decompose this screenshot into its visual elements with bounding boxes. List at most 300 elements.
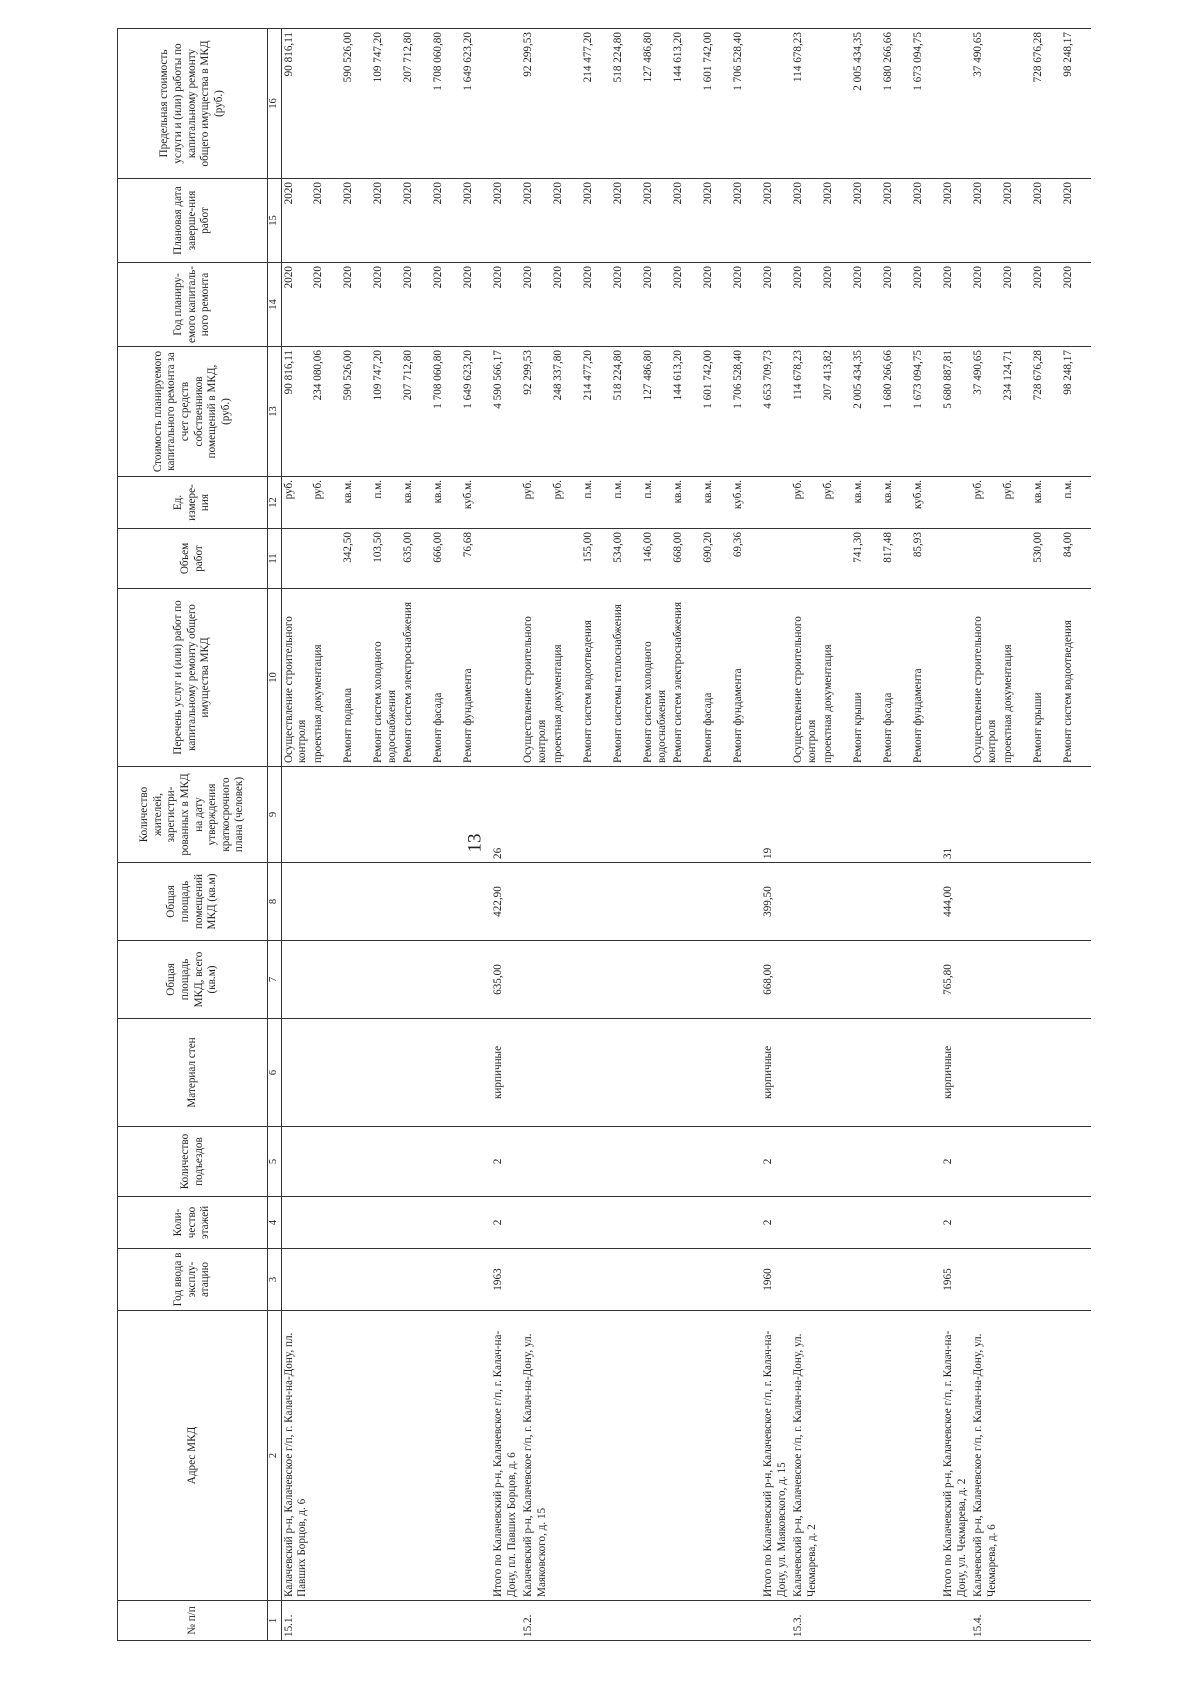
table-cell-col2: Калачевский р-н, Калачевское г/п, г. Калач-на-Дону, пл. Павших Борцов, д. 6	[281, 1310, 311, 1600]
table-cell-col13: 109 747,20	[371, 346, 401, 476]
table-row	[1031, 28, 1061, 1640]
table-row	[851, 28, 881, 1640]
table-cell-col6: кирпичные	[491, 1018, 521, 1126]
table-cell-col6	[311, 1018, 341, 1126]
table-cell-col3	[731, 1248, 761, 1310]
table-row	[491, 28, 521, 1640]
column-number: 10	[268, 588, 282, 766]
header-cell: Общая площадь помещений МКД (кв.м)	[118, 862, 268, 940]
table-cell-col7	[971, 940, 1001, 1018]
table-cell-col2	[911, 1310, 941, 1600]
table-cell-col7	[821, 940, 851, 1018]
table-cell-col14: 2020	[851, 262, 881, 346]
table-cell-col5	[881, 1126, 911, 1196]
table-cell-col1: 15.3.	[791, 1600, 821, 1640]
table-cell-col3	[1001, 1248, 1031, 1310]
table-cell-col1	[941, 1600, 971, 1640]
table-cell-col1	[1061, 1600, 1091, 1640]
table-cell-col4	[851, 1196, 881, 1248]
header-cell: Объем работ	[118, 528, 268, 588]
table-cell-col3	[911, 1248, 941, 1310]
table-cell-col1	[911, 1600, 941, 1640]
table-cell-col8	[851, 862, 881, 940]
table-cell-col11	[551, 528, 581, 588]
table-cell-col7	[611, 940, 641, 1018]
table-cell-col12: руб.	[281, 476, 311, 528]
table-cell-col5: 2	[941, 1126, 971, 1196]
table-cell-col15: 2020	[731, 178, 761, 262]
header-cell: Ед. измере-ния	[118, 476, 268, 528]
table-cell-col8	[701, 862, 731, 940]
column-number: 8	[268, 862, 282, 940]
table-cell-col7	[911, 940, 941, 1018]
table-cell-col11: 84,00	[1061, 528, 1091, 588]
table-cell-col16	[761, 28, 791, 178]
rotated-page	[115, 29, 1085, 1669]
table-cell-col7	[341, 940, 371, 1018]
table-cell-col9	[581, 766, 611, 862]
table-cell-col2: Калачевский р-н, Калачевское г/п, г. Калач-на-Дону, ул. Чекмарева, д. 6	[971, 1310, 1001, 1600]
table-row	[941, 28, 971, 1640]
table-cell-col8	[431, 862, 461, 940]
table-cell-col16	[311, 28, 341, 178]
table-cell-col3: 1963	[491, 1248, 521, 1310]
table-cell-col2	[371, 1310, 401, 1600]
table-cell-col15: 2020	[551, 178, 581, 262]
table-cell-col10: Ремонт фундамента	[731, 588, 761, 766]
table-cell-col5	[671, 1126, 701, 1196]
table-cell-col14: 2020	[671, 262, 701, 346]
table-cell-col2	[821, 1310, 851, 1600]
table-row	[701, 28, 731, 1640]
table-row	[401, 28, 431, 1640]
table-cell-col15: 2020	[611, 178, 641, 262]
table-cell-col6	[281, 1018, 311, 1126]
header-cell: Адрес МКД	[118, 1310, 268, 1600]
column-number: 6	[268, 1018, 282, 1126]
table-cell-col13: 2 005 434,35	[851, 346, 881, 476]
table-cell-col13: 98 248,17	[1061, 346, 1091, 476]
table-cell-col1	[611, 1600, 641, 1640]
table-cell-col13: 144 613,20	[671, 346, 701, 476]
table-cell-col14: 2020	[341, 262, 371, 346]
table-cell-col12	[761, 476, 791, 528]
table-cell-col15: 2020	[641, 178, 671, 262]
table-cell-col2	[431, 1310, 461, 1600]
table-cell-col4	[581, 1196, 611, 1248]
table-cell-col8: 399,50	[761, 862, 791, 940]
table-cell-col12: кв.м.	[341, 476, 371, 528]
table-cell-col9	[611, 766, 641, 862]
table-cell-col9	[1061, 766, 1091, 862]
table-cell-col13: 1 649 623,20	[461, 346, 491, 476]
table-cell-col11: 85,93	[911, 528, 941, 588]
table-cell-col8	[671, 862, 701, 940]
table-cell-col7	[311, 940, 341, 1018]
table-row	[581, 28, 611, 1640]
table-cell-col10: проектная документация	[551, 588, 581, 766]
table-cell-col13: 207 712,80	[401, 346, 431, 476]
table-cell-col14: 2020	[971, 262, 1001, 346]
column-number: 3	[268, 1248, 282, 1310]
table-row	[1061, 28, 1091, 1640]
table-cell-col14: 2020	[1061, 262, 1091, 346]
table-cell-col15: 2020	[911, 178, 941, 262]
table-cell-col14: 2020	[551, 262, 581, 346]
column-number: 2	[268, 1310, 282, 1600]
table-cell-col13: 234 080,06	[311, 346, 341, 476]
table-cell-col8	[641, 862, 671, 940]
table-cell-col15: 2020	[311, 178, 341, 262]
table-cell-col3	[431, 1248, 461, 1310]
table-cell-col5	[311, 1126, 341, 1196]
table-row	[731, 28, 761, 1640]
table-cell-col11: 76,68	[461, 528, 491, 588]
table-cell-col11	[971, 528, 1001, 588]
table-cell-col5	[851, 1126, 881, 1196]
table-cell-col6	[791, 1018, 821, 1126]
table-cell-col15: 2020	[941, 178, 971, 262]
table-cell-col9	[431, 766, 461, 862]
table-cell-col11	[521, 528, 551, 588]
table-row	[1001, 28, 1031, 1640]
table-cell-col9	[311, 766, 341, 862]
table-cell-col16: 144 613,20	[671, 28, 701, 178]
table-cell-col7	[461, 940, 491, 1018]
table-cell-col16: 214 477,20	[581, 28, 611, 178]
table-cell-col12: кв.м.	[1031, 476, 1061, 528]
table-cell-col2	[1061, 1310, 1091, 1600]
table-cell-col8	[971, 862, 1001, 940]
table-cell-col14: 2020	[821, 262, 851, 346]
table-cell-col8	[521, 862, 551, 940]
table-cell-col1: 15.1.	[281, 1600, 311, 1640]
table-cell-col7	[791, 940, 821, 1018]
table-cell-col14: 2020	[1031, 262, 1061, 346]
table-cell-col8	[881, 862, 911, 940]
table-cell-col10: Ремонт фундамента	[461, 588, 491, 766]
table-cell-col2	[671, 1310, 701, 1600]
table-row	[971, 28, 1001, 1640]
table-cell-col14: 2020	[731, 262, 761, 346]
column-number: 1	[268, 1600, 282, 1640]
table-cell-col2: Калачевский р-н, Калачевское г/п, г. Калач-на-Дону, ул. Маяковского, д. 15	[521, 1310, 551, 1600]
repair-plan-table	[117, 28, 1091, 1641]
table-cell-col4	[431, 1196, 461, 1248]
table-cell-col16: 114 678,23	[791, 28, 821, 178]
table-cell-col16: 207 712,80	[401, 28, 431, 178]
table-cell-col4	[341, 1196, 371, 1248]
table-cell-col1	[881, 1600, 911, 1640]
table-cell-col11: 342,50	[341, 528, 371, 588]
table-cell-col2	[851, 1310, 881, 1600]
table-cell-col13: 1 680 266,66	[881, 346, 911, 476]
table-cell-col11: 530,00	[1031, 528, 1061, 588]
table-cell-col9	[971, 766, 1001, 862]
table-cell-col9	[851, 766, 881, 862]
table-cell-col15: 2020	[701, 178, 731, 262]
table-cell-col14: 2020	[701, 262, 731, 346]
table-cell-col4	[791, 1196, 821, 1248]
table-cell-col8: 422,90	[491, 862, 521, 940]
table-cell-col1	[821, 1600, 851, 1640]
table-cell-col7	[731, 940, 761, 1018]
column-number: 11	[268, 528, 282, 588]
table-cell-col13: 248 337,80	[551, 346, 581, 476]
table-cell-col5	[1061, 1126, 1091, 1196]
table-cell-col4	[641, 1196, 671, 1248]
table-row	[611, 28, 641, 1640]
table-cell-col11: 69,36	[731, 528, 761, 588]
table-cell-col5: 2	[761, 1126, 791, 1196]
table-cell-col12: руб.	[971, 476, 1001, 528]
table-cell-col16: 1 601 742,00	[701, 28, 731, 178]
table-cell-col14: 2020	[281, 262, 311, 346]
table-cell-col8	[551, 862, 581, 940]
table-cell-col3	[791, 1248, 821, 1310]
table-cell-col9: 19	[761, 766, 791, 862]
column-number: 15	[268, 178, 282, 262]
table-cell-col12: кв.м.	[881, 476, 911, 528]
table-cell-col14: 2020	[1001, 262, 1031, 346]
table-cell-col8	[1061, 862, 1091, 940]
table-cell-col2: Итого по Калачевский р-н, Калачевское г/п, г. Калач-на-Дону, пл. Павших Борцов, д. 6	[491, 1310, 521, 1600]
table-cell-col5	[821, 1126, 851, 1196]
table-cell-col9	[281, 766, 311, 862]
table-row	[461, 28, 491, 1640]
table-cell-col14: 2020	[581, 262, 611, 346]
table-cell-col3	[611, 1248, 641, 1310]
header-cell: Год планиру-емого капиталь-ного ремонта	[118, 262, 268, 346]
table-cell-col2: Итого по Калачевский р-н, Калачевское г/п, г. Калач-на-Дону, ул. Чекмарева, д. 2	[941, 1310, 971, 1600]
table-cell-col16: 109 747,20	[371, 28, 401, 178]
table-cell-col2	[311, 1310, 341, 1600]
header-cell: Перечень услуг и (или) работ по капитальному ремонту общего имущества МКД	[118, 588, 268, 766]
table-cell-col1	[761, 1600, 791, 1640]
table-cell-col4	[401, 1196, 431, 1248]
table-cell-col3	[671, 1248, 701, 1310]
table-cell-col16	[821, 28, 851, 178]
table-cell-col16: 590 526,00	[341, 28, 371, 178]
column-number: 5	[268, 1126, 282, 1196]
table-cell-col8: 444,00	[941, 862, 971, 940]
table-cell-col13: 1 708 060,80	[431, 346, 461, 476]
table-cell-col4	[731, 1196, 761, 1248]
table-cell-col12: п.м.	[641, 476, 671, 528]
table-cell-col13: 5 680 887,81	[941, 346, 971, 476]
table-cell-col8	[341, 862, 371, 940]
table-cell-col8	[371, 862, 401, 940]
header-cell: Плановая дата заверше-ния работ	[118, 178, 268, 262]
table-cell-col15: 2020	[791, 178, 821, 262]
table-cell-col6	[371, 1018, 401, 1126]
table-cell-col11	[491, 528, 521, 588]
table-cell-col15: 2020	[281, 178, 311, 262]
table-cell-col14: 2020	[881, 262, 911, 346]
table-cell-col7	[1031, 940, 1061, 1018]
table-row	[671, 28, 701, 1640]
table-cell-col9	[641, 766, 671, 862]
table-cell-col7	[1001, 940, 1031, 1018]
table-cell-col2: Итого по Калачевский р-н, Калачевское г/п, г. Калач-на-Дону, ул. Маяковского, д. 15	[761, 1310, 791, 1600]
table-cell-col12: п.м.	[371, 476, 401, 528]
table-cell-col15: 2020	[671, 178, 701, 262]
table-cell-col5	[371, 1126, 401, 1196]
table-cell-col9	[401, 766, 431, 862]
table-cell-col8	[791, 862, 821, 940]
table-cell-col6	[911, 1018, 941, 1126]
table-cell-col12: п.м.	[581, 476, 611, 528]
table-cell-col1	[431, 1600, 461, 1640]
table-cell-col4	[911, 1196, 941, 1248]
table-cell-col1	[581, 1600, 611, 1640]
table-cell-col10: проектная документация	[821, 588, 851, 766]
table-cell-col7	[371, 940, 401, 1018]
table-cell-col9	[671, 766, 701, 862]
table-cell-col4	[1001, 1196, 1031, 1248]
table-cell-col13: 1 673 094,75	[911, 346, 941, 476]
table-cell-col7	[881, 940, 911, 1018]
table-cell-col16	[1001, 28, 1031, 178]
table-cell-col8	[311, 862, 341, 940]
table-cell-col4	[311, 1196, 341, 1248]
table-cell-col10: Ремонт подвала	[341, 588, 371, 766]
table-cell-col10	[761, 588, 791, 766]
table-body	[281, 28, 1091, 1640]
table-cell-col5	[791, 1126, 821, 1196]
table-cell-col4	[701, 1196, 731, 1248]
table-cell-col2: Калачевский р-н, Калачевское г/п, г. Калач-на-Дону, ул. Чекмарева, д. 2	[791, 1310, 821, 1600]
table-cell-col13: 90 816,11	[281, 346, 311, 476]
table-cell-col3	[551, 1248, 581, 1310]
table-cell-col1	[1001, 1600, 1031, 1640]
table-cell-col14: 2020	[401, 262, 431, 346]
table-cell-col16: 518 224,80	[611, 28, 641, 178]
table-cell-col4	[821, 1196, 851, 1248]
table-cell-col14: 2020	[611, 262, 641, 346]
table-cell-col1	[551, 1600, 581, 1640]
table-cell-col11	[941, 528, 971, 588]
table-cell-col11: 635,00	[401, 528, 431, 588]
table-row	[791, 28, 821, 1640]
table-cell-col4	[461, 1196, 491, 1248]
table-row	[341, 28, 371, 1640]
table-cell-col4	[281, 1196, 311, 1248]
table-cell-col9	[521, 766, 551, 862]
table-cell-col6	[1031, 1018, 1061, 1126]
table-cell-col6: кирпичные	[941, 1018, 971, 1126]
table-row	[371, 28, 401, 1640]
table-cell-col2	[551, 1310, 581, 1600]
table-cell-col14: 2020	[461, 262, 491, 346]
table-cell-col4: 2	[491, 1196, 521, 1248]
table-cell-col8	[731, 862, 761, 940]
table-cell-col15: 2020	[971, 178, 1001, 262]
table-cell-col8	[911, 862, 941, 940]
table-row	[281, 28, 311, 1640]
table-cell-col8	[401, 862, 431, 940]
table-cell-col9	[791, 766, 821, 862]
header-cell: Год ввода в эксплу-атацию	[118, 1248, 268, 1310]
table-cell-col6	[641, 1018, 671, 1126]
table-cell-col6	[521, 1018, 551, 1126]
table-cell-col13: 114 678,23	[791, 346, 821, 476]
table-cell-col8	[1031, 862, 1061, 940]
table-cell-col1	[461, 1600, 491, 1640]
table-cell-col11	[1001, 528, 1031, 588]
table-cell-col4	[371, 1196, 401, 1248]
table-cell-col5	[611, 1126, 641, 1196]
table-cell-col5	[971, 1126, 1001, 1196]
table-cell-col9	[731, 766, 761, 862]
table-cell-col15: 2020	[581, 178, 611, 262]
table-cell-col13: 1 706 528,40	[731, 346, 761, 476]
table-cell-col1	[1031, 1600, 1061, 1640]
table-row	[311, 28, 341, 1640]
table-cell-col1	[371, 1600, 401, 1640]
table-cell-col13: 518 224,80	[611, 346, 641, 476]
table-cell-col5	[431, 1126, 461, 1196]
table-cell-col16: 2 005 434,35	[851, 28, 881, 178]
table-row	[911, 28, 941, 1640]
table-cell-col13: 214 477,20	[581, 346, 611, 476]
table-cell-col12: п.м.	[611, 476, 641, 528]
table-cell-col6	[1061, 1018, 1091, 1126]
table-cell-col2	[641, 1310, 671, 1600]
table-cell-col3	[371, 1248, 401, 1310]
table-cell-col6	[731, 1018, 761, 1126]
table-cell-col11: 155,00	[581, 528, 611, 588]
table-cell-col6	[461, 1018, 491, 1126]
table-cell-col2	[401, 1310, 431, 1600]
table-cell-col15: 2020	[521, 178, 551, 262]
table-cell-col11	[761, 528, 791, 588]
table-cell-col8	[461, 862, 491, 940]
table-cell-col11: 817,48	[881, 528, 911, 588]
table-cell-col13: 4 653 709,73	[761, 346, 791, 476]
table-cell-col10	[941, 588, 971, 766]
table-cell-col1	[851, 1600, 881, 1640]
table-row	[431, 28, 461, 1640]
table-cell-col6	[671, 1018, 701, 1126]
table-cell-col3	[311, 1248, 341, 1310]
header-cell: Общая площадь МКД, всего (кв.м)	[118, 940, 268, 1018]
table-cell-col5	[521, 1126, 551, 1196]
table-cell-col7: 668,00	[761, 940, 791, 1018]
table-cell-col15: 2020	[761, 178, 791, 262]
table-cell-col12: кв.м.	[671, 476, 701, 528]
table-cell-col9	[1001, 766, 1031, 862]
table-cell-col6	[341, 1018, 371, 1126]
table-row	[521, 28, 551, 1640]
table-cell-col1: 15.2.	[521, 1600, 551, 1640]
table-cell-col12: кв.м.	[701, 476, 731, 528]
table-row	[761, 28, 791, 1640]
table-cell-col2	[611, 1310, 641, 1600]
column-number: 13	[268, 346, 282, 476]
table-cell-col12: руб.	[791, 476, 821, 528]
table-cell-col1	[671, 1600, 701, 1640]
table-cell-col3: 1965	[941, 1248, 971, 1310]
table-cell-col11: 666,00	[431, 528, 461, 588]
table-cell-col16: 1 680 266,66	[881, 28, 911, 178]
table-cell-col14: 2020	[641, 262, 671, 346]
table-cell-col7	[551, 940, 581, 1018]
table-cell-col4: 2	[941, 1196, 971, 1248]
table-cell-col4	[671, 1196, 701, 1248]
table-cell-col15: 2020	[821, 178, 851, 262]
table-cell-col13: 37 490,65	[971, 346, 1001, 476]
